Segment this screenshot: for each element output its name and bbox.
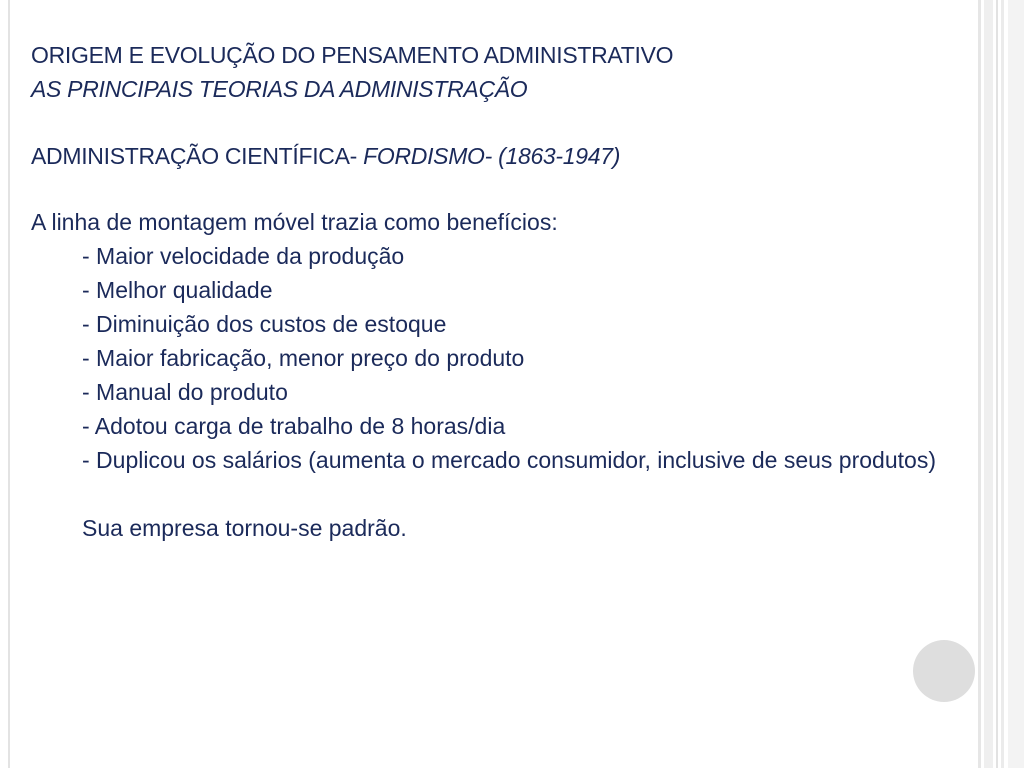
title-main: ORIGEM E EVOLUÇÃO DO PENSAMENTO ADMINISTRATIVO xyxy=(31,42,674,68)
heading-emphasis: FORDISMO- (1863-1947) xyxy=(363,143,621,169)
decorative-stripe xyxy=(1001,0,1004,768)
heading-prefix: ADMINISTRAÇÃO CIENTÍFICA- xyxy=(31,143,364,169)
list-item: - Duplicou os salários (aumenta o mercado consumidor, inclusive de seus produtos) xyxy=(82,447,936,473)
slide-body xyxy=(31,205,961,545)
list-item: - Manual do produto xyxy=(82,379,288,405)
list-item: - Maior fabricação, menor preço do produto xyxy=(82,345,525,371)
benefits-list xyxy=(31,239,961,477)
section-heading xyxy=(31,139,620,173)
intro-text: A linha de montagem móvel trazia como benefícios: xyxy=(31,209,558,235)
decorative-stripe xyxy=(978,0,981,768)
slide-nav-button[interactable] xyxy=(913,640,975,702)
list-item: - Diminuição dos custos de estoque xyxy=(82,311,447,337)
title-subtitle: AS PRINCIPAIS TEORIAS DA ADMINISTRAÇÃO xyxy=(31,76,528,102)
decorative-stripe xyxy=(984,0,993,768)
decorative-stripe xyxy=(1008,0,1024,768)
list-item: - Maior velocidade da produção xyxy=(82,243,405,269)
list-item: - Adotou carga de trabalho de 8 horas/dia xyxy=(82,413,506,439)
slide-title xyxy=(31,38,673,106)
decorative-stripe xyxy=(996,0,998,768)
left-border-line xyxy=(8,0,10,768)
closing-text: Sua empresa tornou-se padrão. xyxy=(82,515,407,541)
list-item: - Melhor qualidade xyxy=(82,277,273,303)
